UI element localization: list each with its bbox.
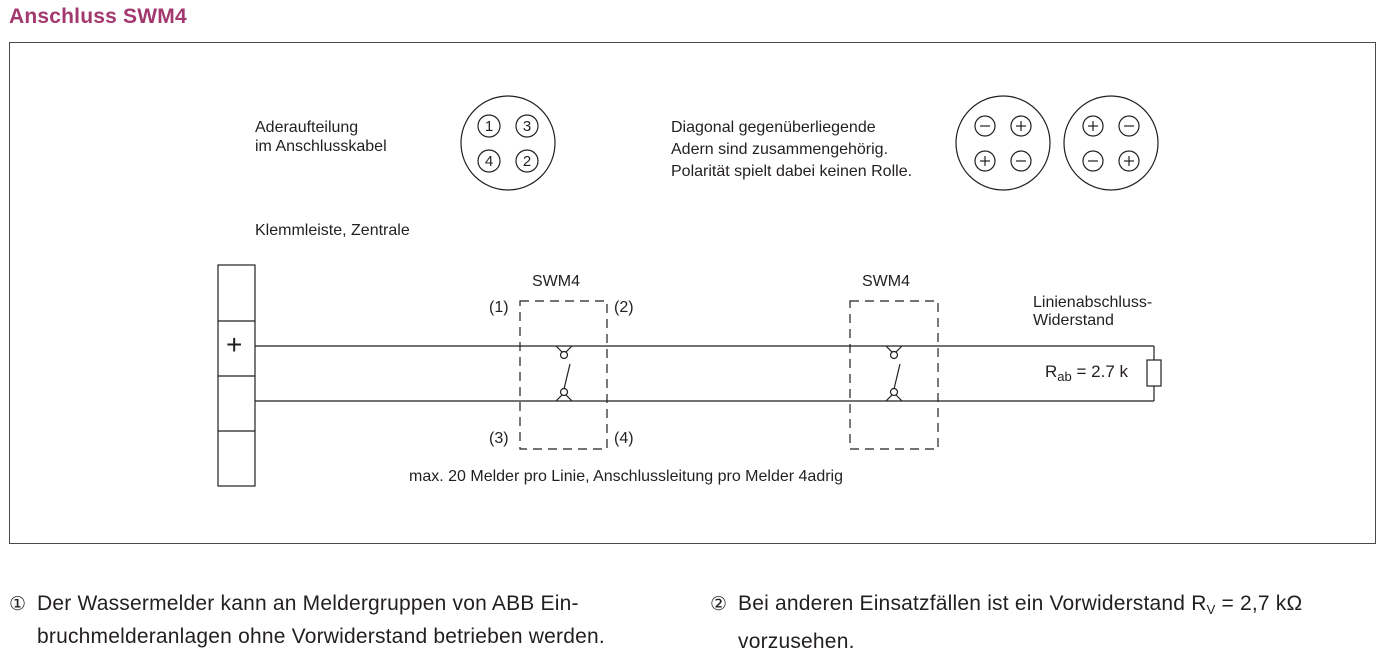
resistor xyxy=(1147,360,1161,386)
device-label-2: SWM4 xyxy=(862,273,910,290)
pin-2: 2 xyxy=(522,153,532,170)
footnote-1-mark: ① xyxy=(9,594,27,615)
footnote-2-mark: ② xyxy=(710,594,728,615)
port-2-label: (2) xyxy=(614,299,634,316)
port-4-label: (4) xyxy=(614,430,634,447)
end-label-2: Widerstand xyxy=(1033,312,1114,329)
footnote-1-line-1: Der Wassermelder kann an Meldergruppen von ABB Ein- xyxy=(37,592,579,615)
wire-split-label-2: im Anschlusskabel xyxy=(255,138,387,155)
pin-connector-circle xyxy=(461,96,555,190)
page-title: Anschluss SWM4 xyxy=(9,5,187,28)
pin-1: 1 xyxy=(484,118,494,135)
polarity-circle-b xyxy=(1064,96,1158,190)
resistor-label: $R_{ab} = 2.7$ k xyxy=(1045,362,1128,384)
footnote-2-line-1b: = 2,7 kΩ xyxy=(1215,592,1303,615)
diagonal-text-3: Polarität spielt dabei keinen Rolle. xyxy=(671,163,913,180)
end-label-1: Linienabschluss- xyxy=(1033,294,1153,311)
wire-split-label-1: Aderaufteilung xyxy=(255,119,359,136)
footnote-1 xyxy=(9,588,699,653)
footnote-2-line-1a: Bei anderen Einsatzfällen ist ein Vorwiderstand R xyxy=(738,592,1207,615)
diagonal-text-1: Diagonal gegenüberliegende xyxy=(671,119,876,136)
pin-3: 3 xyxy=(522,118,532,135)
footnote-2 xyxy=(710,588,1380,658)
polarity-circle-a xyxy=(956,96,1050,190)
footnote-2-sub: V xyxy=(1206,602,1216,617)
pin-4: 4 xyxy=(484,153,494,170)
swm4-box-1 xyxy=(520,301,607,449)
diagonal-text-2: Adern sind zusammengehörig. xyxy=(671,141,889,158)
terminal-label: Klemmleiste, Zentrale xyxy=(255,222,410,239)
footnote-2-line-2: vorzusehen. xyxy=(738,630,855,653)
port-1-label: (1) xyxy=(489,299,509,316)
plus-sign: + xyxy=(226,329,243,360)
max-detectors-note: max. 20 Melder pro Linie, Anschlussleitung pro Melder 4adrig xyxy=(409,468,844,485)
swm4-box-2 xyxy=(850,301,938,449)
port-3-label: (3) xyxy=(489,430,509,447)
device-label-1: SWM4 xyxy=(532,273,580,290)
footnote-1-line-2: bruchmelderanlagen ohne Vorwiderstand betrieben werden. xyxy=(37,625,605,648)
